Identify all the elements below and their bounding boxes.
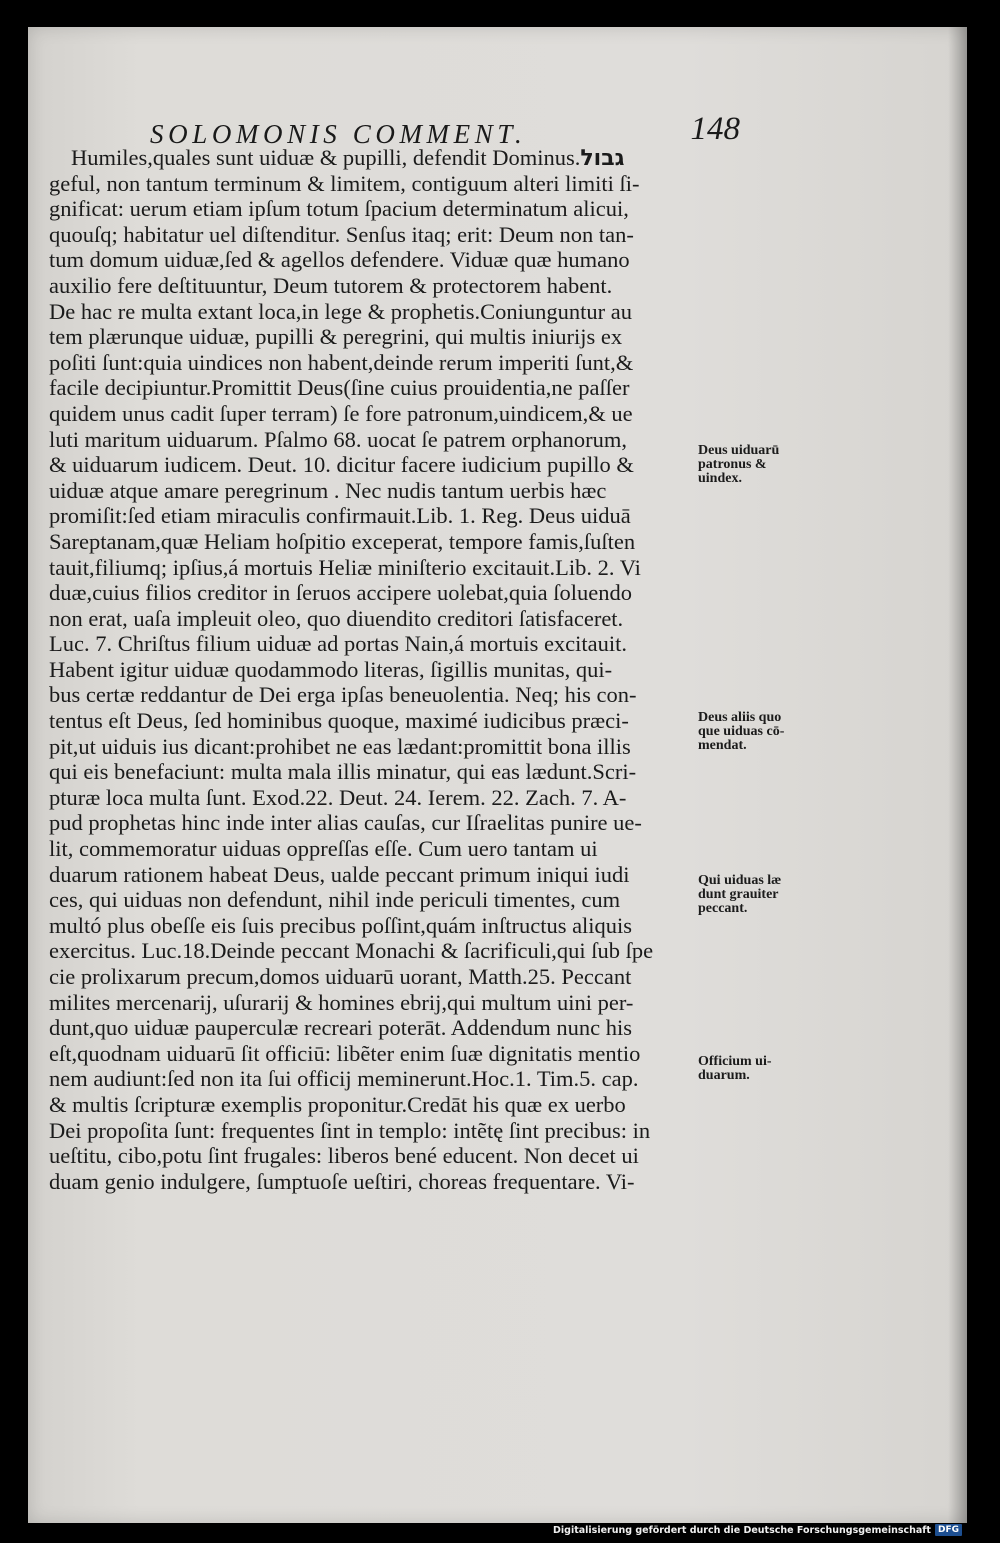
- text-line: gnificat: uerum etiam ipſum totum ſpacium determinatum alicui,: [49, 196, 629, 222]
- text-line: Habent igitur uiduæ quodammodo literas, ſigillis munitas, qui-: [49, 656, 613, 682]
- text-line: tauit,filiumq; ipſius,á mortuis Heliæ miniſterio excitauit.Lib. 2. Vi: [49, 554, 641, 580]
- text-line: tum domum uiduæ,ſed & agellos defendere. Viduæ quæ humano: [49, 247, 630, 273]
- marginal-note-commendat: [698, 711, 828, 753]
- marginal-note-line: patronus &: [698, 457, 767, 472]
- text-line: facile decipiuntur.Promittit Deus(ſine cuius prouidentia,ne paſſer: [49, 375, 630, 401]
- first-line-text: Humiles,quales sunt uiduæ & pupilli, defendit Dominus.: [71, 145, 581, 170]
- text-line: auxilio fere deſtituuntur, Deum tutorem & protectorem habent.: [49, 272, 613, 298]
- page-gutter-shadow: [948, 27, 967, 1523]
- text-line: luti maritum uiduarum. Pſalmo 68. uocat ſe patrem orphanorum,: [49, 426, 628, 452]
- marginal-note-line: dunt grauiter: [698, 887, 779, 902]
- marginal-note-line: Deus uiduarū: [698, 443, 780, 458]
- text-line: uiduæ atque amare peregrinum . Nec nudis tantum uerbis hæc: [49, 477, 607, 503]
- text-line: exercitus. Luc.18.Deinde peccant Monachi & ſacrificuli,qui ſub ſpe: [49, 938, 654, 964]
- text-line: non erat, uaſa impleuit oleo, quo diuendito creditori ſatisfaceret.: [49, 605, 624, 631]
- text-line: & multis ſcripturæ exemplis proponitur.Credāt his quæ ex uerbo: [49, 1091, 626, 1117]
- text-line: lit, commemoratur uiduas oppreſſas eſſe. Cum uero tantam ui: [49, 836, 598, 862]
- text-line: quouſq; habitatur uel diſtenditur. Senſus itaq; erit: Deum non tan-: [49, 221, 634, 247]
- marginal-note-line: mendat.: [698, 738, 747, 753]
- marginal-note-line: peccant.: [698, 901, 748, 916]
- text-line: tentus eſt Deus, ſed hominibus quoque, maximé iudicibus præci-: [49, 708, 629, 734]
- book-page: [28, 27, 967, 1523]
- marginal-note-peccant: [698, 874, 828, 916]
- text-line: ueſtitu, cibo,potu ſint frugales: liberos bené educent. Non decet ui: [49, 1143, 639, 1169]
- marginal-note-patronus: [698, 444, 828, 486]
- text-line: eſt,quodnam uiduarū ſit officiū: libẽter enim ſuæ dignitatis mentio: [49, 1040, 641, 1066]
- text-line: Dei propoſita ſunt: frequentes ſint in templo: intẽtę ſint precibus: in: [49, 1117, 651, 1143]
- marginal-note-line: Deus aliis quo: [698, 710, 782, 725]
- text-line: tem plærunque uiduæ, pupilli & peregrini, qui multis iniurijs ex: [49, 324, 623, 350]
- text-line: bus certæ reddantur de Dei erga ipſas beneuolentia. Neq; his con-: [49, 682, 637, 708]
- text-line: quidem unus cadit ſuper terram) ſe fore patronum,uindicem,& ue: [49, 400, 633, 426]
- funding-notice: Digitalisierung gefördert durch die Deutsche Forschungsgemeinschaft: [553, 1524, 931, 1536]
- text-line: poſiti ſunt:quia uindices non habent,deinde rerum imperiti ſunt,&: [49, 349, 634, 375]
- text-line: pit,ut uiduis ius dicant:prohibet ne eas lædant:promittit bona illis: [49, 733, 631, 759]
- text-line: cie prolixarum precum,domos uiduarū uorant, Matth.25. Peccant: [49, 964, 632, 989]
- text-line: ces, qui uiduas non defendunt, nihil inde periculi timentes, cum: [49, 887, 621, 913]
- text-line: qui eis benefaciunt: multa mala illis minatur, qui eas lædunt.Scri-: [49, 759, 637, 785]
- running-title: SOLOMONIS COMMENT.: [150, 119, 527, 149]
- text-line: milites mercenarij, uſurarij & homines ebrij,qui multum uini per-: [49, 989, 634, 1015]
- text-line: geful, non tantum terminum & limitem, contiguum alteri limiti ſi-: [49, 170, 640, 196]
- text-line: nem audiunt:ſed non ita ſui officij meminerunt.Hoc.1. Tim.5. cap.: [49, 1066, 639, 1092]
- text-line: Sareptanam,quæ Heliam hoſpitio exceperat, tempore famis,ſuſten: [49, 528, 636, 554]
- text-line: duarum rationem habeat Deus, ualde peccant primum iniqui iudi: [49, 861, 630, 887]
- hebrew-word: גבול: [580, 146, 625, 171]
- text-line: Luc. 7. Chriſtus filium uiduæ ad portas Nain,á mortuis excitauit.: [49, 631, 628, 657]
- text-line-first: [49, 145, 725, 171]
- text-line: dunt,quo uiduæ pauperculæ recreari poterāt. Addendum nunc his: [49, 1015, 632, 1041]
- digitization-footer: [553, 1523, 962, 1537]
- marginal-note-line: uindex.: [698, 471, 742, 486]
- text-line: & uiduarum iudicem. Deut. 10. dicitur facere iudicium pupillo &: [49, 452, 634, 478]
- text-line: promiſit:ſed etiam miraculis confirmauit.Lib. 1. Reg. Deus uiduā: [49, 503, 631, 529]
- marginal-note-officium: [698, 1055, 828, 1083]
- text-line: duæ,cuius filios creditor in ſeruos accipere uolebat,quia ſoluendo: [49, 580, 632, 606]
- page-number: 148: [690, 111, 740, 147]
- marginal-note-line: Officium ui-: [698, 1054, 772, 1069]
- marginal-note-line: que uiduas cō-: [698, 724, 785, 739]
- main-text-block: [49, 145, 725, 1194]
- text-line: multó plus obeſſe eis ſuis precibus poſſint,quám inſtructus aliquis: [49, 912, 633, 938]
- text-line: pturæ loca multa ſunt. Exod.22. Deut. 24. Ierem. 22. Zach. 7. A-: [49, 784, 627, 810]
- marginal-note-line: duarum.: [698, 1068, 750, 1083]
- dfg-logo: DFG: [935, 1524, 962, 1536]
- marginal-note-line: Qui uiduas læ: [698, 873, 782, 888]
- text-line: pud prophetas hinc inde inter alias cauſas, cur Iſraelitas punire ue-: [49, 810, 642, 836]
- text-line: duam genio indulgere, ſumptuoſe ueſtiri, choreas frequentare. Vi-: [49, 1168, 635, 1194]
- text-line: De hac re multa extant loca,in lege & prophetis.Coniunguntur au: [49, 298, 632, 324]
